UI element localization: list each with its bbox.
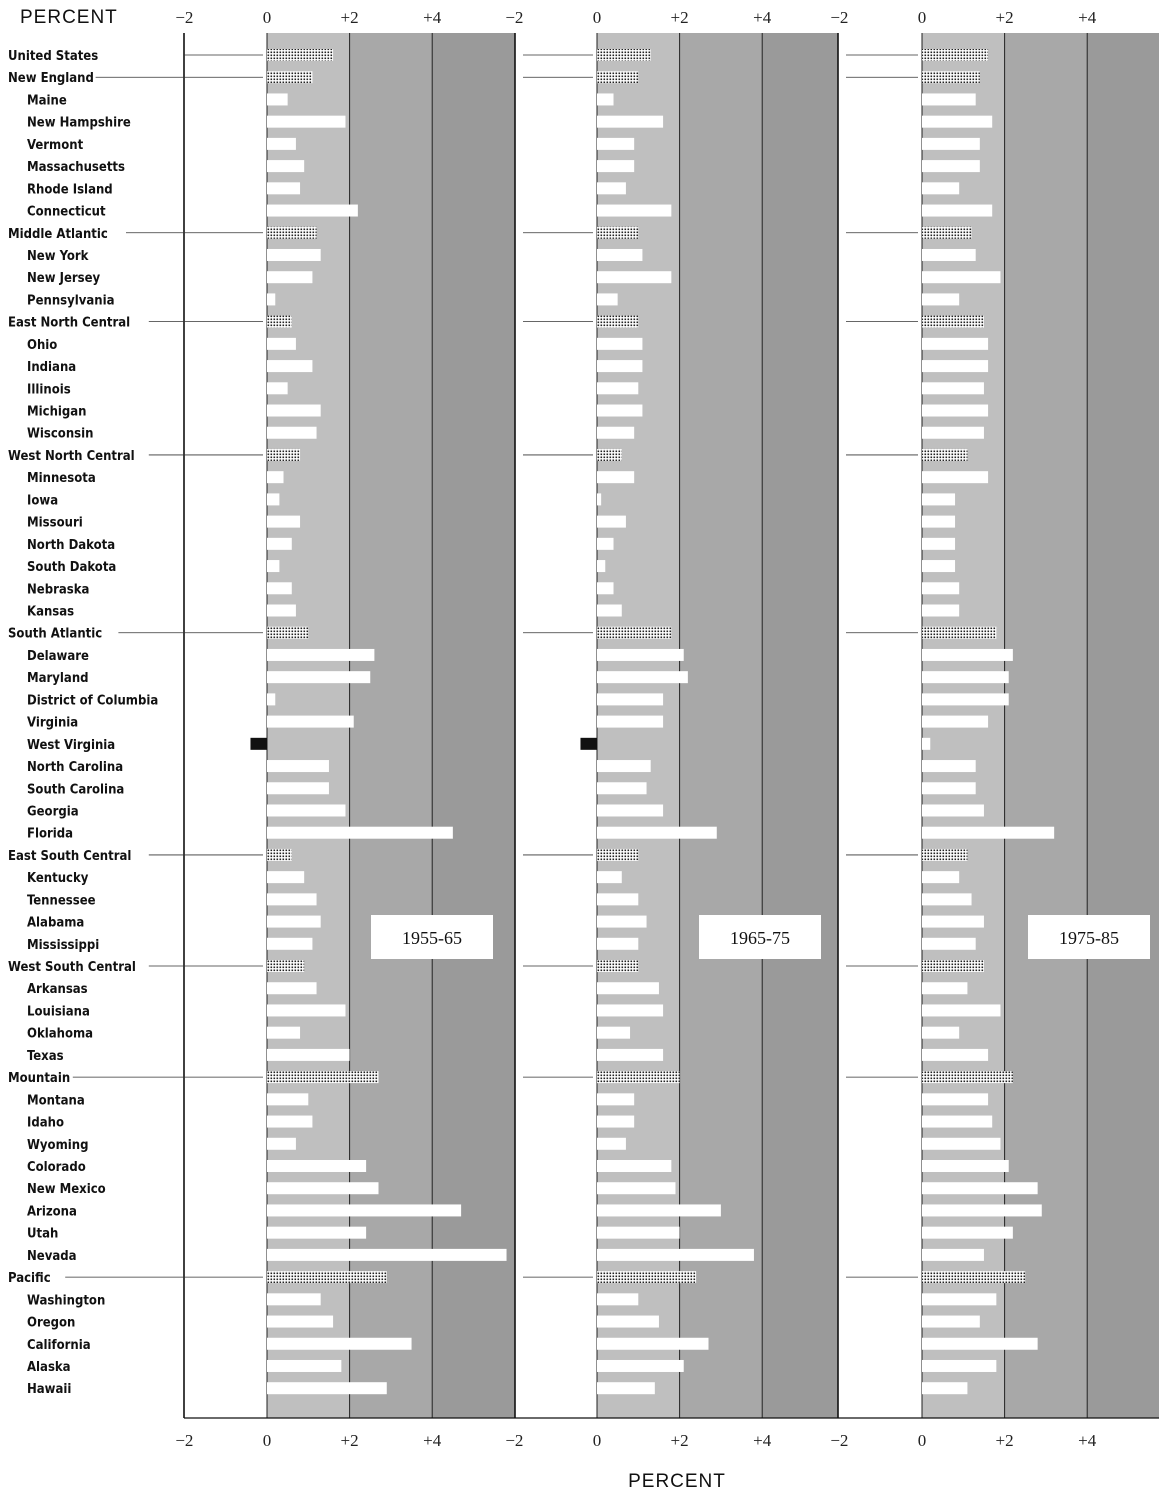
category-label-pacific: Pacific bbox=[8, 1271, 51, 1287]
bar-missouri bbox=[597, 516, 626, 528]
bar-oregon bbox=[922, 1316, 980, 1328]
tick-label-top: +4 bbox=[1078, 8, 1097, 27]
category-label-utah: Utah bbox=[27, 1226, 59, 1242]
category-label-district-of-columbia: District of Columbia bbox=[27, 693, 159, 709]
tick-label-bottom: +4 bbox=[753, 1431, 772, 1450]
bar-east-north-central bbox=[597, 316, 638, 328]
bar-iowa bbox=[922, 493, 955, 505]
bar-massachusetts bbox=[922, 160, 980, 172]
bar-indiana bbox=[267, 360, 312, 372]
panel-1975-85 bbox=[838, 33, 1159, 1418]
bar-florida bbox=[922, 827, 1054, 839]
period-label: 1975-85 bbox=[1059, 928, 1119, 948]
panel-1955-65 bbox=[184, 33, 515, 1418]
bar-nevada bbox=[922, 1249, 984, 1261]
category-label-colorado: Colorado bbox=[27, 1160, 86, 1175]
bar-arizona bbox=[922, 1204, 1042, 1216]
bar-ohio bbox=[597, 338, 642, 350]
bar-tennessee bbox=[267, 893, 317, 905]
bar-hawaii bbox=[597, 1382, 655, 1394]
bar-washington bbox=[922, 1293, 996, 1305]
tick-label-top: +2 bbox=[995, 8, 1014, 27]
tick-label-top: 0 bbox=[917, 8, 927, 27]
bar-west-south-central bbox=[267, 960, 304, 972]
category-label-massachusetts: Massachusetts bbox=[27, 160, 125, 176]
bar-georgia bbox=[922, 804, 984, 816]
bar-nebraska bbox=[597, 582, 614, 594]
bar-missouri bbox=[922, 516, 955, 528]
bar-delaware bbox=[922, 649, 1013, 661]
axis-title-bottom: PERCENT bbox=[628, 1471, 726, 1492]
category-label-kentucky: Kentucky bbox=[27, 871, 89, 887]
bar-montana bbox=[597, 1093, 634, 1105]
bar-middle-atlantic bbox=[267, 227, 317, 239]
bar-illinois bbox=[922, 382, 984, 394]
bar-massachusetts bbox=[267, 160, 304, 172]
bar-illinois bbox=[267, 382, 288, 394]
bar-alabama bbox=[267, 916, 321, 928]
tick-label-bottom: +2 bbox=[670, 1431, 689, 1450]
panel-shade-zone bbox=[762, 33, 838, 1418]
tick-label-top: −2 bbox=[175, 8, 194, 27]
bar-iowa bbox=[597, 493, 601, 505]
category-label-wisconsin: Wisconsin bbox=[27, 426, 94, 442]
bar-georgia bbox=[597, 804, 663, 816]
chart-panels bbox=[184, 33, 1159, 1418]
category-label-california: California bbox=[27, 1337, 91, 1353]
bar-ohio bbox=[267, 338, 296, 350]
bar-new-jersey bbox=[597, 271, 671, 283]
category-label-east-south-central: East South Central bbox=[8, 848, 132, 864]
bar-west-north-central bbox=[597, 449, 622, 461]
bar-louisiana bbox=[922, 1004, 1000, 1016]
tick-label-bottom: +4 bbox=[1078, 1431, 1097, 1450]
bar-indiana bbox=[597, 360, 642, 372]
category-label-missouri: Missouri bbox=[27, 515, 83, 531]
bar-pennsylvania bbox=[922, 293, 959, 305]
bar-new-york bbox=[267, 249, 321, 261]
bar-oregon bbox=[597, 1316, 659, 1328]
axis-title-top: PERCENT bbox=[20, 7, 118, 28]
category-label-idaho: Idaho bbox=[27, 1115, 64, 1131]
bar-nevada bbox=[267, 1249, 507, 1261]
bar-west-south-central bbox=[922, 960, 984, 972]
bar-maryland bbox=[922, 671, 1009, 683]
bar-north-carolina bbox=[922, 760, 976, 772]
bar-michigan bbox=[267, 405, 321, 417]
category-label-alaska: Alaska bbox=[27, 1359, 71, 1375]
bar-east-south-central bbox=[922, 849, 967, 861]
category-label-ohio: Ohio bbox=[27, 337, 58, 353]
tick-label-bottom: 0 bbox=[262, 1431, 272, 1450]
bar-new-york bbox=[922, 249, 976, 261]
category-label-georgia: Georgia bbox=[27, 804, 79, 820]
bar-colorado bbox=[922, 1160, 1009, 1172]
bar-south-atlantic bbox=[597, 627, 671, 639]
bar-south-atlantic bbox=[267, 627, 308, 639]
category-label-connecticut: Connecticut bbox=[27, 204, 106, 220]
category-label-mississippi: Mississippi bbox=[27, 937, 100, 953]
category-label-montana: Montana bbox=[27, 1093, 85, 1109]
bar-florida bbox=[267, 827, 453, 839]
bar-washington bbox=[597, 1293, 638, 1305]
bar-new-mexico bbox=[267, 1182, 379, 1194]
period-label: 1955-65 bbox=[402, 928, 462, 948]
bar-iowa bbox=[267, 493, 279, 505]
bar-new-mexico bbox=[597, 1182, 675, 1194]
tick-label-top: −2 bbox=[505, 8, 524, 27]
bar-idaho bbox=[922, 1116, 992, 1128]
category-label-alabama: Alabama bbox=[27, 915, 85, 931]
bar-new-hampshire bbox=[597, 116, 663, 128]
bar-colorado bbox=[267, 1160, 366, 1172]
bar-louisiana bbox=[597, 1004, 663, 1016]
bar-missouri bbox=[267, 516, 300, 528]
bar-south-carolina bbox=[597, 782, 647, 794]
category-label-oregon: Oregon bbox=[27, 1315, 76, 1331]
category-label-east-north-central: East North Central bbox=[8, 315, 131, 331]
panel-negative-area bbox=[838, 33, 922, 1418]
bar-pennsylvania bbox=[597, 293, 618, 305]
bar-east-north-central bbox=[267, 316, 292, 328]
bar-oregon bbox=[267, 1316, 333, 1328]
panel-1965-75 bbox=[515, 33, 838, 1418]
category-label-nevada: Nevada bbox=[27, 1248, 77, 1264]
bar-new-jersey bbox=[267, 271, 312, 283]
bar-arkansas bbox=[267, 982, 317, 994]
bar-wyoming bbox=[597, 1138, 626, 1150]
category-label-minnesota: Minnesota bbox=[27, 471, 96, 487]
bar-maryland bbox=[267, 671, 370, 683]
bar-kentucky bbox=[922, 871, 959, 883]
bar-wisconsin bbox=[922, 427, 984, 439]
bar-utah bbox=[597, 1227, 680, 1239]
category-label-iowa: Iowa bbox=[27, 493, 59, 509]
bar-washington bbox=[267, 1293, 321, 1305]
category-label-texas: Texas bbox=[27, 1048, 64, 1064]
bar-new-england bbox=[267, 71, 312, 83]
bar-south-atlantic bbox=[922, 627, 996, 639]
tick-label-top: 0 bbox=[592, 8, 602, 27]
category-label-wyoming: Wyoming bbox=[27, 1137, 89, 1153]
bar-alabama bbox=[922, 916, 984, 928]
tick-label-bottom: +2 bbox=[340, 1431, 359, 1450]
category-label-south-dakota: South Dakota bbox=[27, 560, 117, 576]
bar-arizona bbox=[267, 1204, 461, 1216]
bar-texas bbox=[267, 1049, 350, 1061]
bar-utah bbox=[267, 1227, 366, 1239]
category-label-maine: Maine bbox=[27, 93, 67, 109]
bar-colorado bbox=[597, 1160, 671, 1172]
bar-maine bbox=[922, 93, 976, 105]
tick-label-bottom: +4 bbox=[423, 1431, 442, 1450]
bar-alaska bbox=[597, 1360, 684, 1372]
panel-negative-area bbox=[515, 33, 597, 1418]
category-label-pennsylvania: Pennsylvania bbox=[27, 293, 115, 309]
bar-tennessee bbox=[922, 893, 972, 905]
bar-mountain bbox=[597, 1071, 680, 1083]
bar-vermont bbox=[597, 138, 634, 150]
tick-label-bottom: 0 bbox=[592, 1431, 602, 1450]
panel-shade-zone bbox=[1087, 33, 1159, 1418]
bar-kansas bbox=[597, 605, 622, 617]
bar-mississippi bbox=[597, 938, 638, 950]
bar-new-york bbox=[597, 249, 642, 261]
bar-east-south-central bbox=[267, 849, 292, 861]
bar-west-north-central bbox=[922, 449, 967, 461]
bar-illinois bbox=[597, 382, 638, 394]
bar-vermont bbox=[267, 138, 296, 150]
bar-east-north-central bbox=[922, 316, 984, 328]
category-label-new-mexico: New Mexico bbox=[27, 1182, 106, 1198]
bar-kentucky bbox=[597, 871, 622, 883]
bar-kansas bbox=[267, 605, 296, 617]
bar-rhode-island bbox=[922, 182, 959, 194]
category-label-illinois: Illinois bbox=[27, 382, 71, 398]
category-label-nebraska: Nebraska bbox=[27, 582, 90, 598]
bar-massachusetts bbox=[597, 160, 634, 172]
category-label-arizona: Arizona bbox=[27, 1204, 77, 1220]
category-label-florida: Florida bbox=[27, 826, 74, 842]
bar-delaware bbox=[597, 649, 684, 661]
bar-west-virginia bbox=[580, 738, 597, 750]
bar-new-hampshire bbox=[267, 116, 345, 128]
period-label: 1965-75 bbox=[730, 928, 790, 948]
category-label-north-dakota: North Dakota bbox=[27, 537, 116, 553]
category-label-delaware: Delaware bbox=[27, 648, 89, 664]
category-label-mountain: Mountain bbox=[8, 1071, 71, 1087]
bar-district-of-columbia bbox=[267, 693, 275, 705]
tick-label-bottom: 0 bbox=[917, 1431, 927, 1450]
bar-mississippi bbox=[267, 938, 312, 950]
bar-alabama bbox=[597, 916, 647, 928]
category-label-south-carolina: South Carolina bbox=[27, 782, 125, 798]
bar-minnesota bbox=[922, 471, 988, 483]
bar-oklahoma bbox=[597, 1027, 630, 1039]
tick-label-top: 0 bbox=[262, 8, 272, 27]
category-label-west-virginia: West Virginia bbox=[27, 737, 116, 753]
bar-minnesota bbox=[267, 471, 284, 483]
bar-west-north-central bbox=[267, 449, 300, 461]
category-label-indiana: Indiana bbox=[27, 360, 77, 376]
bar-mountain bbox=[267, 1071, 379, 1083]
bar-rhode-island bbox=[267, 182, 300, 194]
category-label-louisiana: Louisiana bbox=[27, 1004, 90, 1020]
category-label-north-carolina: North Carolina bbox=[27, 760, 124, 776]
category-label-new-england: New England bbox=[8, 71, 94, 87]
bar-hawaii bbox=[922, 1382, 967, 1394]
category-label-middle-atlantic: Middle Atlantic bbox=[8, 226, 108, 242]
bar-utah bbox=[922, 1227, 1013, 1239]
bar-united-states bbox=[597, 49, 651, 61]
category-labels bbox=[8, 49, 184, 1397]
bar-alaska bbox=[922, 1360, 996, 1372]
bar-west-virginia bbox=[250, 738, 267, 750]
bar-california bbox=[267, 1338, 412, 1350]
bar-indiana bbox=[922, 360, 988, 372]
bar-new-england bbox=[922, 71, 980, 83]
tick-label-bottom: −2 bbox=[505, 1431, 524, 1450]
tick-label-top: +4 bbox=[423, 8, 442, 27]
bar-east-south-central bbox=[597, 849, 638, 861]
bar-wyoming bbox=[267, 1138, 296, 1150]
bar-florida bbox=[597, 827, 717, 839]
bar-arkansas bbox=[922, 982, 967, 994]
bar-alaska bbox=[267, 1360, 341, 1372]
bar-kansas bbox=[922, 605, 959, 617]
bar-south-dakota bbox=[922, 560, 955, 572]
bar-hawaii bbox=[267, 1382, 387, 1394]
bar-rhode-island bbox=[597, 182, 626, 194]
bar-west-virginia bbox=[922, 738, 930, 750]
category-label-west-south-central: West South Central bbox=[8, 960, 136, 976]
bar-texas bbox=[922, 1049, 988, 1061]
category-label-hawaii: Hawaii bbox=[27, 1382, 72, 1398]
bar-virginia bbox=[922, 716, 988, 728]
bar-pennsylvania bbox=[267, 293, 275, 305]
category-label-west-north-central: West North Central bbox=[8, 448, 135, 464]
bar-north-dakota bbox=[597, 538, 614, 550]
bar-nebraska bbox=[267, 582, 292, 594]
bar-district-of-columbia bbox=[597, 693, 663, 705]
bar-california bbox=[597, 1338, 709, 1350]
tick-label-bottom: −2 bbox=[175, 1431, 194, 1450]
bar-idaho bbox=[267, 1116, 312, 1128]
bar-north-dakota bbox=[922, 538, 955, 550]
category-label-vermont: Vermont bbox=[27, 137, 84, 153]
tick-label-top: +2 bbox=[340, 8, 359, 27]
bar-nebraska bbox=[922, 582, 959, 594]
bar-south-carolina bbox=[922, 782, 976, 794]
category-label-maryland: Maryland bbox=[27, 671, 89, 687]
bar-united-states bbox=[267, 49, 333, 61]
bar-montana bbox=[922, 1093, 988, 1105]
bar-mississippi bbox=[922, 938, 976, 950]
bar-north-carolina bbox=[597, 760, 651, 772]
bar-arkansas bbox=[597, 982, 659, 994]
bar-montana bbox=[267, 1093, 308, 1105]
category-label-new-hampshire: New Hampshire bbox=[27, 115, 131, 131]
tick-label-top: −2 bbox=[830, 8, 849, 27]
bar-new-hampshire bbox=[922, 116, 992, 128]
bar-north-dakota bbox=[267, 538, 292, 550]
bar-maine bbox=[267, 93, 288, 105]
bar-pacific bbox=[267, 1271, 387, 1283]
bar-virginia bbox=[267, 716, 354, 728]
bar-idaho bbox=[597, 1116, 634, 1128]
category-label-new-jersey: New Jersey bbox=[27, 271, 101, 287]
bar-vermont bbox=[922, 138, 980, 150]
bar-connecticut bbox=[922, 205, 992, 217]
bar-new-mexico bbox=[922, 1182, 1038, 1194]
category-label-washington: Washington bbox=[27, 1293, 106, 1309]
bar-michigan bbox=[597, 405, 642, 417]
category-label-michigan: Michigan bbox=[27, 404, 87, 420]
bar-connecticut bbox=[267, 205, 358, 217]
bar-north-carolina bbox=[267, 760, 329, 772]
category-label-arkansas: Arkansas bbox=[27, 982, 88, 998]
category-label-united-states: United States bbox=[8, 49, 99, 64]
category-label-kansas: Kansas bbox=[27, 604, 75, 620]
bar-arizona bbox=[597, 1204, 721, 1216]
category-label-tennessee: Tennessee bbox=[27, 893, 96, 909]
bar-michigan bbox=[922, 405, 988, 417]
bar-kentucky bbox=[267, 871, 304, 883]
category-label-virginia: Virginia bbox=[27, 715, 79, 731]
category-label-rhode-island: Rhode Island bbox=[27, 182, 113, 198]
bar-south-carolina bbox=[267, 782, 329, 794]
bar-georgia bbox=[267, 804, 345, 816]
tick-label-top: +4 bbox=[753, 8, 772, 27]
bar-ohio bbox=[922, 338, 988, 350]
bar-pacific bbox=[597, 1271, 696, 1283]
category-label-south-atlantic: South Atlantic bbox=[8, 626, 103, 642]
bar-oklahoma bbox=[922, 1027, 959, 1039]
bar-delaware bbox=[267, 649, 374, 661]
bar-middle-atlantic bbox=[922, 227, 972, 239]
category-label-oklahoma: Oklahoma bbox=[27, 1026, 94, 1042]
bar-west-south-central bbox=[597, 960, 638, 972]
category-label-new-york: New York bbox=[27, 248, 89, 264]
bar-maine bbox=[597, 93, 614, 105]
tick-label-top: +2 bbox=[670, 8, 689, 27]
bar-united-states bbox=[922, 49, 988, 61]
bar-wyoming bbox=[922, 1138, 1000, 1150]
bar-california bbox=[922, 1338, 1038, 1350]
tick-label-bottom: +2 bbox=[995, 1431, 1014, 1450]
bar-wisconsin bbox=[597, 427, 634, 439]
bar-virginia bbox=[597, 716, 663, 728]
bar-texas bbox=[597, 1049, 663, 1061]
bar-wisconsin bbox=[267, 427, 317, 439]
bar-new-england bbox=[597, 71, 638, 83]
bar-connecticut bbox=[597, 205, 671, 217]
bar-pacific bbox=[922, 1271, 1025, 1283]
bar-south-dakota bbox=[597, 560, 605, 572]
bar-nevada bbox=[597, 1249, 754, 1261]
bar-middle-atlantic bbox=[597, 227, 638, 239]
bar-district-of-columbia bbox=[922, 693, 1009, 705]
bar-oklahoma bbox=[267, 1027, 300, 1039]
bar-south-dakota bbox=[267, 560, 279, 572]
panel-negative-area bbox=[184, 33, 267, 1418]
bar-tennessee bbox=[597, 893, 638, 905]
bar-louisiana bbox=[267, 1004, 345, 1016]
bar-mountain bbox=[922, 1071, 1013, 1083]
bar-new-jersey bbox=[922, 271, 1000, 283]
tick-label-bottom: −2 bbox=[830, 1431, 849, 1450]
bar-maryland bbox=[597, 671, 688, 683]
bar-minnesota bbox=[597, 471, 634, 483]
